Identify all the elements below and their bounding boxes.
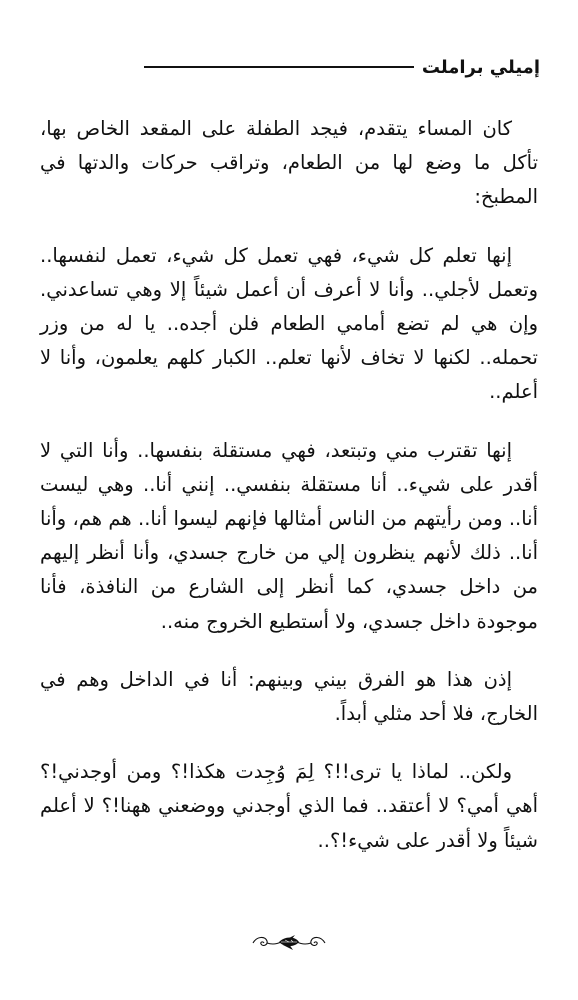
floral-ornament-icon	[249, 932, 329, 954]
running-header	[140, 52, 540, 82]
author-name: إميلي براملت	[421, 56, 540, 78]
paragraph-2: إنها تعلم كل شيء، فهي تعمل كل شيء، تعمل لنفسها.. وتعمل لأجلي.. وأنا لا أعرف أن أعمل شيئاً إلا وهي تساعدني. وإن هي لم تضع أمامي الطعام فلن أجده.. يا له من وزر تحمله.. لكنها لا تخاف لأنها تعلم.. الكبار كلهم يعلمون، وأنا لا أعلم..	[40, 243, 538, 404]
page-body	[40, 112, 538, 882]
paragraph-5: ولكن.. لماذا يا ترى!!؟ لِمَ وُجِدت هكذا!؟ ومن أوجدني!؟ أهي أمي؟ لا أعتقد.. فما الذي أوجدني ووضعني ههنا!؟ لا أعلم شيئاً ولا أقدر على شيء!؟..	[40, 760, 538, 852]
paragraph-1: كان المساء يتقدم، فيجد الطفلة على المقعد الخاص بها، تأكل ما وضع لها من الطعام، وتراقب حركات والدتها في المطبخ:	[40, 117, 538, 209]
header-rule	[144, 66, 414, 68]
paragraph-4: إذن هذا هو الفرق بيني وبينهم: أنا في الداخل وهم في الخارج، فلا أحد مثلي أبداً.	[40, 667, 538, 726]
paragraph-3: إنها تقترب مني وتبتعد، فهي مستقلة بنفسها.. وأنا التي لا أقدر على شيء.. أنا مستقلة بنفسي.. إنني أنا.. وهي ليست أنا.. ومن رأيتهم من الناس أمثالها فإنهم ليسوا أنا.. هم هم، وأنا أنا.. ذلك لأنهم ينظرون إلي من خارج جسدي، وأنا أنظر إليهم من داخل جسدي، كما أنظر إلى الشارع من النافذة، فأنا موجودة داخل جسدي، ولا أستطيع الخروج منه..	[40, 438, 538, 633]
